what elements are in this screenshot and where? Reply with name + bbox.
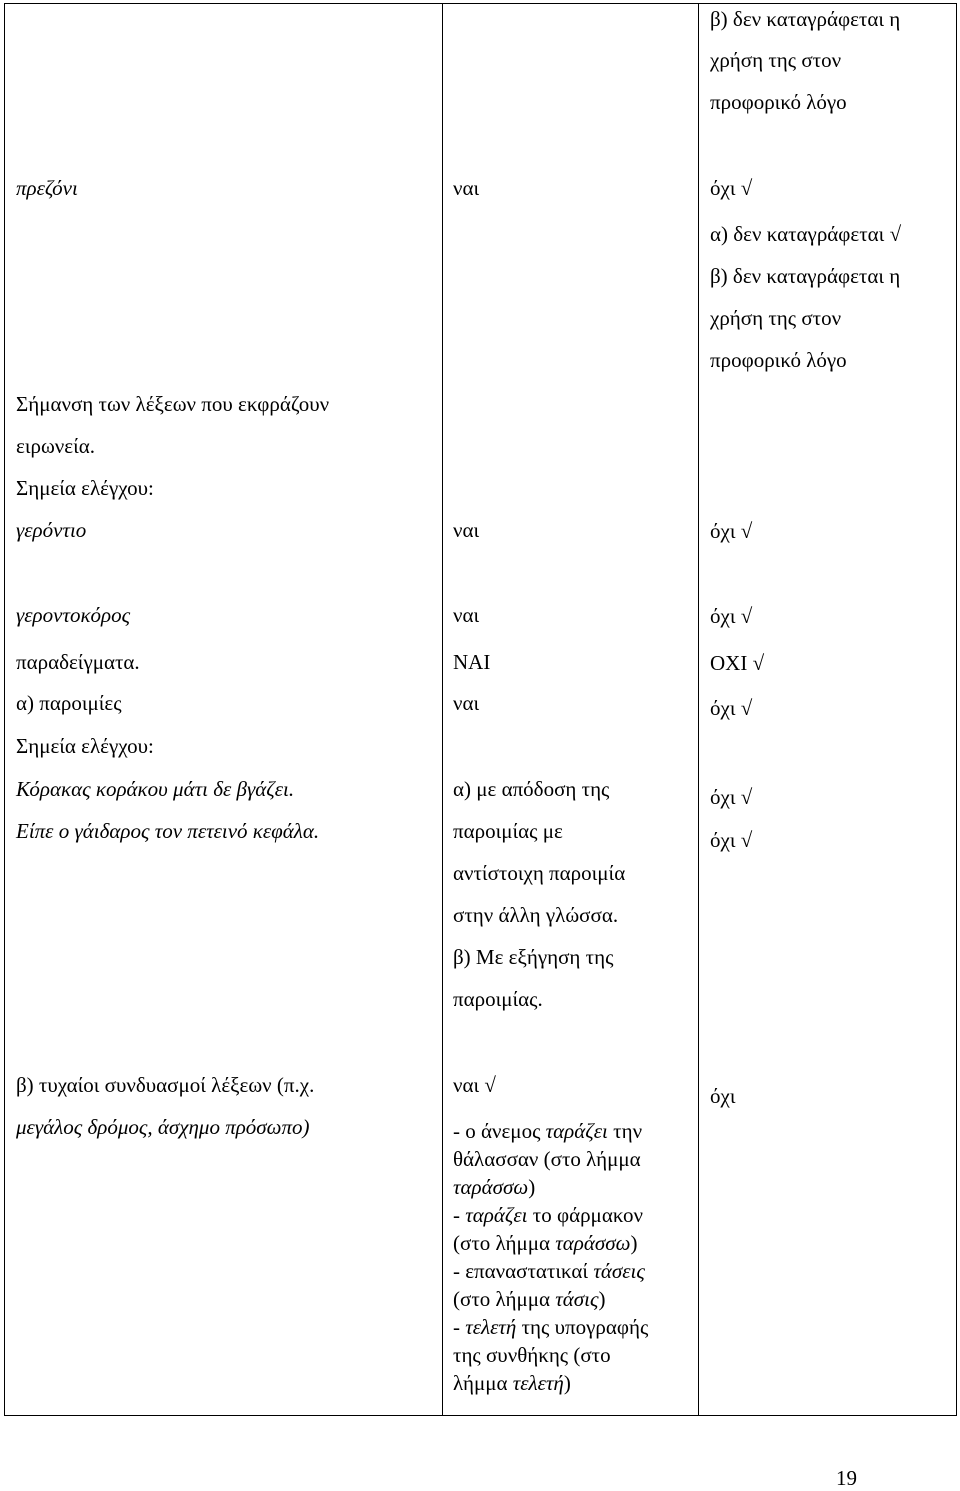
text-line: προφορικό λόγο bbox=[710, 90, 847, 114]
detail-line bbox=[453, 1341, 648, 1369]
page-number: 19 bbox=[836, 1466, 857, 1490]
table-left-border bbox=[4, 3, 5, 1416]
col3-proverb-2 bbox=[710, 830, 752, 851]
lemma-word: ταράσσω bbox=[555, 1231, 631, 1255]
detail-text: της συνθήκης (στο bbox=[453, 1343, 611, 1367]
detail-line bbox=[453, 1117, 648, 1145]
check-mark: √ bbox=[740, 604, 753, 628]
detail-text: - επαναστατικαί bbox=[453, 1259, 594, 1283]
translation-method-2: παροιμίας με bbox=[453, 819, 563, 843]
random-heading: β) τυχαίοι συνδυασμοί λέξεων (π.χ. bbox=[16, 1073, 315, 1097]
col3-caps bbox=[710, 653, 764, 674]
check-mark: √ bbox=[484, 1073, 496, 1097]
detail-text: της υπογραφής bbox=[516, 1315, 649, 1339]
detail-text: ) bbox=[598, 1287, 606, 1311]
proverb-1: Κόρακας κοράκου μάτι δε βγάζει. bbox=[16, 777, 295, 801]
translation-method-3: αντίστοιχη παροιμία bbox=[453, 861, 626, 885]
random-details bbox=[453, 1117, 648, 1397]
lemma-word: τελετή bbox=[465, 1315, 517, 1339]
detail-text: - ο άνεμος bbox=[453, 1119, 546, 1143]
lemma-word: τάσεις bbox=[593, 1259, 645, 1283]
translation-method-6: παροιμίας. bbox=[453, 987, 543, 1011]
col3-random: όχι bbox=[710, 1084, 736, 1108]
lemma-word: ταράζει bbox=[545, 1119, 608, 1143]
answer-gerontio: ναι bbox=[453, 518, 480, 542]
table-col-divider-2 bbox=[698, 3, 699, 1416]
check-mark: √ bbox=[740, 785, 753, 809]
word-gerontokoros: γεροντοκόρος bbox=[16, 603, 131, 627]
irony-checkpoints: Σημεία ελέγχου: bbox=[16, 476, 154, 500]
answer-caps: ΝΑΙ bbox=[453, 650, 491, 674]
detail-line bbox=[453, 1369, 648, 1397]
text: α) δεν καταγράφεται bbox=[710, 222, 885, 246]
text: ΟΧΙ bbox=[710, 651, 748, 675]
table-right-border bbox=[956, 3, 957, 1416]
detail-text: θάλασσαν (στο λήμμα bbox=[453, 1147, 641, 1171]
check-mark: √ bbox=[752, 651, 765, 675]
col3-prezoni-1 bbox=[710, 178, 752, 199]
detail-line bbox=[453, 1201, 648, 1229]
answer-random bbox=[453, 1075, 496, 1096]
answer-proverbs: ναι bbox=[453, 691, 480, 715]
text: όχι bbox=[710, 604, 736, 628]
detail-line bbox=[453, 1285, 648, 1313]
col3-prezoni-2 bbox=[710, 224, 901, 245]
text-line: β) δεν καταγράφεται η bbox=[710, 7, 901, 31]
detail-text: την bbox=[607, 1119, 643, 1143]
detail-line bbox=[453, 1257, 648, 1285]
translation-method-5: β) Με εξήγηση της bbox=[453, 945, 614, 969]
check-mark: √ bbox=[740, 176, 753, 200]
check-mark: √ bbox=[740, 519, 753, 543]
translation-method-1: α) με απόδοση της bbox=[453, 777, 610, 801]
detail-text: (στο λήμμα bbox=[453, 1231, 556, 1255]
item-proverbs: α) παροιμίες bbox=[16, 691, 122, 715]
col3-gerontio bbox=[710, 521, 752, 542]
answer-prezoni: ναι bbox=[453, 176, 480, 200]
word-prezoni: πρεζόνι bbox=[16, 176, 78, 200]
detail-text: λήμμα bbox=[453, 1371, 513, 1395]
detail-text: ) bbox=[528, 1175, 536, 1199]
irony-heading-1: Σήμανση των λέξεων που εκφράζουν bbox=[16, 392, 330, 416]
lemma-word: τάσις bbox=[555, 1287, 599, 1311]
top-row-col3 bbox=[710, 5, 900, 33]
proverb-2: Είπε ο γάιδαρος τον πετεινό κεφάλα. bbox=[16, 819, 320, 843]
lemma-word: ταράσσω bbox=[453, 1175, 529, 1199]
detail-text: ) bbox=[630, 1231, 638, 1255]
irony-heading-2: ειρωνεία. bbox=[16, 434, 95, 458]
text: όχι bbox=[710, 176, 736, 200]
random-examples: μεγάλος δρόμος, άσχημο πρόσωπο) bbox=[16, 1115, 310, 1139]
translation-method-4: στην άλλη γλώσσα. bbox=[453, 903, 619, 927]
check-mark: √ bbox=[740, 828, 753, 852]
col3-proverbs bbox=[710, 698, 752, 719]
text-line: προφορικό λόγο bbox=[710, 348, 847, 372]
table-bottom-border bbox=[4, 1415, 957, 1416]
lemma-word: τελετή bbox=[512, 1371, 564, 1395]
table-top-border bbox=[4, 3, 957, 4]
text: όχι bbox=[710, 828, 736, 852]
table-col-divider-1 bbox=[442, 3, 443, 1416]
col3-gerontokoros bbox=[710, 606, 752, 627]
text: όχι bbox=[710, 696, 736, 720]
lemma-word: ταράζει bbox=[465, 1203, 528, 1227]
text-line: β) δεν καταγράφεται η bbox=[710, 264, 901, 288]
check-mark: √ bbox=[889, 222, 902, 246]
detail-line bbox=[453, 1229, 648, 1257]
text-line: χρήση της στον bbox=[710, 306, 842, 330]
detail-text: - bbox=[453, 1315, 466, 1339]
word-gerontio: γερόντιο bbox=[16, 518, 87, 542]
examples-heading: παραδείγματα. bbox=[16, 650, 140, 674]
detail-text: το φάρμακον bbox=[527, 1203, 643, 1227]
text-line: χρήση της στον bbox=[710, 48, 842, 72]
detail-line bbox=[453, 1313, 648, 1341]
answer-gerontokoros: ναι bbox=[453, 603, 480, 627]
examples-checkpoints: Σημεία ελέγχου: bbox=[16, 734, 154, 758]
text: ναι bbox=[453, 1073, 480, 1097]
detail-text: ) bbox=[563, 1371, 571, 1395]
check-mark: √ bbox=[740, 696, 753, 720]
detail-line bbox=[453, 1145, 648, 1173]
col3-proverb-1 bbox=[710, 787, 752, 808]
detail-text: - bbox=[453, 1203, 466, 1227]
text: όχι bbox=[710, 519, 736, 543]
detail-text: (στο λήμμα bbox=[453, 1287, 556, 1311]
detail-line bbox=[453, 1173, 648, 1201]
text: όχι bbox=[710, 785, 736, 809]
